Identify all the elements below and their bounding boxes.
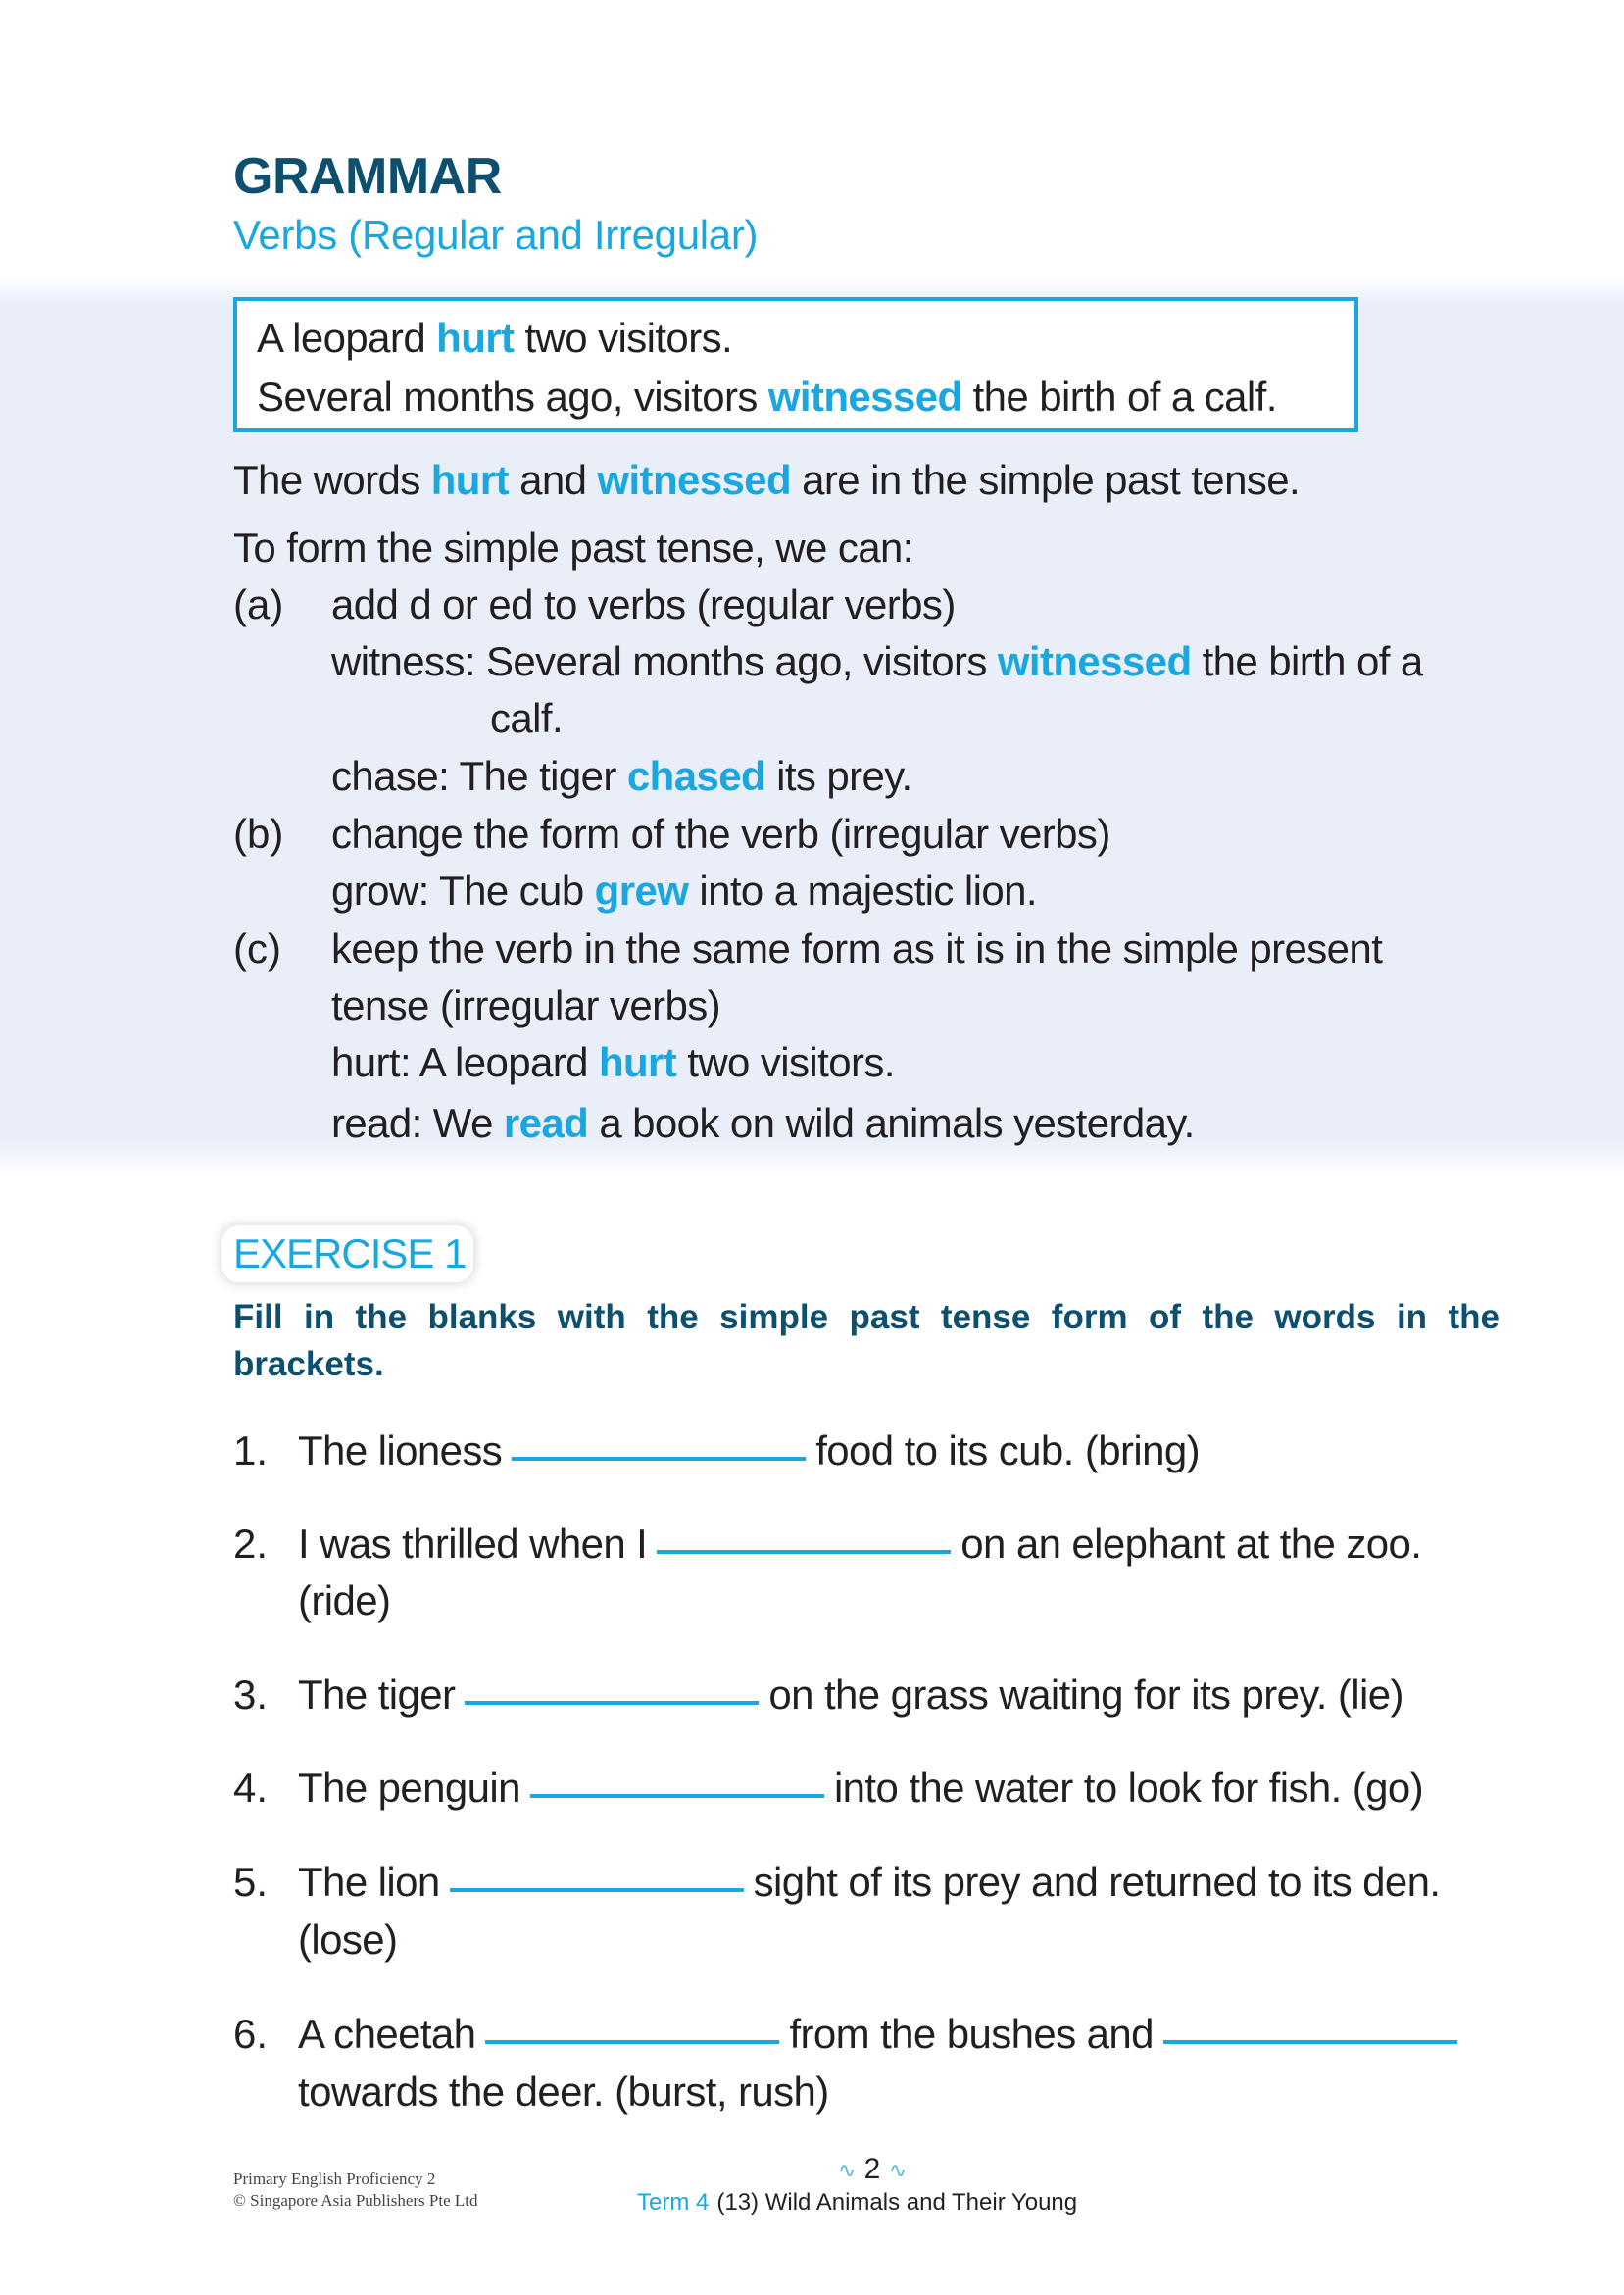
question-4: The penguin into the water to look for fish. (go)	[298, 1765, 1424, 1811]
rule-example-wrap: calf.	[490, 695, 564, 741]
question-number: 2.	[233, 1521, 269, 1567]
answer-blank[interactable]	[465, 1701, 759, 1705]
question-3: The tiger on the grass waiting for its prey. (lie)	[298, 1671, 1403, 1718]
answer-blank[interactable]	[512, 1457, 806, 1461]
page-number-block	[813, 2153, 931, 2186]
question-5: The lion sight of its prey and returned to its den.	[298, 1859, 1441, 1905]
exercise-instruction: Fill in the blanks with the simple past tense form of the words in the brackets.	[233, 1298, 1500, 1383]
unit-title: (13) Wild Animals and Their Young	[716, 2189, 1078, 2216]
question-number: 4.	[233, 1765, 269, 1811]
term-label: Term 4	[637, 2189, 710, 2216]
question-wrap: towards the deer. (burst, rush)	[298, 2069, 829, 2115]
ornament-swirl-icon: ∿	[888, 2158, 908, 2183]
rule-text: add d or ed to verbs (regular verbs)	[331, 581, 956, 627]
highlighted-verb: read	[503, 1100, 589, 1146]
answer-blank[interactable]	[657, 1550, 951, 1554]
question-1: The lioness food to its cub. (bring)	[298, 1427, 1200, 1473]
rule-example: hurt: A leopard hurt two visitors.	[331, 1039, 895, 1085]
highlighted-verb: hurt	[430, 457, 509, 503]
highlighted-verb: witnessed	[597, 457, 792, 503]
highlighted-verb: witnessed	[767, 374, 962, 420]
question-2: I was thrilled when I on an elephant at the zoo.	[298, 1521, 1422, 1567]
question-number: 3.	[233, 1671, 269, 1718]
rule-example: witness: Several months ago, visitors witnessed the birth of a	[331, 638, 1423, 684]
highlighted-verb: hurt	[436, 315, 515, 361]
rule-marker: (c)	[233, 925, 281, 972]
explanation-lead: To form the simple past tense, we can:	[233, 524, 913, 571]
highlighted-verb: hurt	[598, 1039, 677, 1085]
question-6: A cheetah from the bushes and	[298, 2011, 1467, 2058]
rule-text-wrap: tense (irregular verbs)	[331, 982, 721, 1028]
example-box	[233, 297, 1358, 432]
question-number: 5.	[233, 1859, 269, 1905]
question-number: 1.	[233, 1427, 269, 1473]
example-sentence: Several months ago, visitors witnessed the birth of a calf.	[257, 374, 1277, 420]
rule-text: keep the verb in the same form as it is in the simple present	[331, 925, 1383, 972]
page-title: GRAMMAR	[233, 148, 502, 205]
rule-text: change the form of the verb (irregular verbs)	[331, 811, 1110, 857]
rule-marker: (a)	[233, 581, 284, 627]
question-number: 6.	[233, 2011, 269, 2057]
answer-blank[interactable]	[450, 1888, 744, 1892]
question-wrap: (lose)	[298, 1917, 398, 1963]
highlighted-verb: chased	[626, 753, 766, 799]
footer-unit	[637, 2189, 1077, 2217]
rule-example: chase: The tiger chased its prey.	[331, 753, 912, 799]
page-subtitle: Verbs (Regular and Irregular)	[233, 212, 759, 258]
answer-blank[interactable]	[1163, 2040, 1457, 2044]
rule-example: grow: The cub grew into a majestic lion.	[331, 868, 1037, 914]
highlighted-verb: grew	[594, 868, 689, 914]
footer-publisher	[233, 2169, 478, 2212]
rule-example: read: We read a book on wild animals yesterday.	[331, 1100, 1195, 1146]
answer-blank[interactable]	[530, 1794, 824, 1798]
copyright: © Singapore Asia Publishers Pte Ltd	[233, 2191, 478, 2210]
example-sentence: A leopard hurt two visitors.	[257, 315, 733, 361]
answer-blank[interactable]	[485, 2040, 779, 2044]
ornament-swirl-icon: ∿	[837, 2158, 857, 2183]
question-wrap: (ride)	[298, 1577, 391, 1623]
page-number: 2	[863, 2153, 881, 2185]
explanation-intro: The words hurt and witnessed are in the simple past tense.	[233, 457, 1301, 503]
highlighted-verb: witnessed	[997, 638, 1192, 684]
book-title: Primary English Proficiency 2	[233, 2170, 436, 2188]
rule-marker: (b)	[233, 811, 284, 857]
exercise-label: EXERCISE 1	[221, 1225, 473, 1282]
